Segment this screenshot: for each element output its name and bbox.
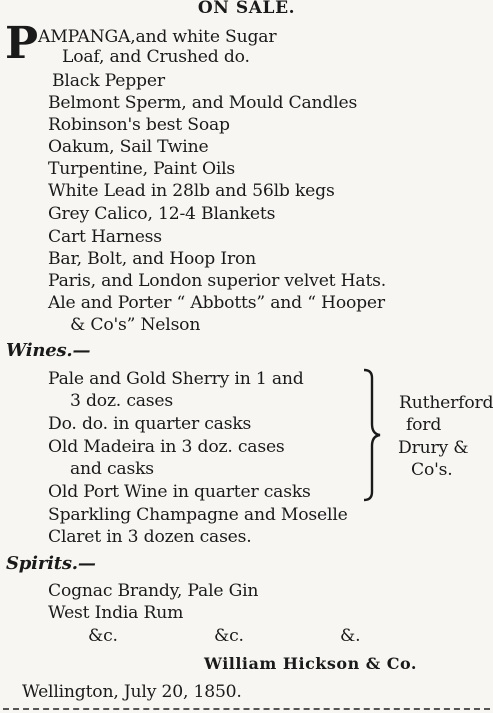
goods-line: Cart Harness xyxy=(48,227,162,247)
goods-line: Robinson's best Soap xyxy=(48,115,230,135)
goods-line: Oakum, Sail Twine xyxy=(48,137,209,157)
goods-line: Grey Calico, 12-4 Blankets xyxy=(48,204,276,224)
spirits-heading: Spirits.— xyxy=(6,553,96,574)
wine-line: Old Port Wine in quarter casks xyxy=(48,482,311,502)
goods-line: Turpentine, Paint Oils xyxy=(48,159,236,179)
wine-shipper-line: ford xyxy=(406,415,442,435)
wine-line: and casks xyxy=(70,459,154,479)
goods-line: Bar, Bolt, and Hoop Iron xyxy=(48,249,256,269)
spirit-line: West India Rum xyxy=(48,603,184,623)
goods-line: White Lead in 28lb and 56lb kegs xyxy=(48,181,335,201)
brace-icon xyxy=(360,366,390,504)
drop-cap: P xyxy=(5,18,39,69)
goods-line: & Co's” Nelson xyxy=(70,315,201,335)
spirit-line: Cognac Brandy, Pale Gin xyxy=(48,581,259,601)
goods-line: Ale and Porter “ Abbotts” and “ Hooper xyxy=(48,293,385,313)
goods-line: Loaf, and Crushed do. xyxy=(62,47,250,67)
wines-heading: Wines.— xyxy=(6,340,91,361)
etc-mark: &c. xyxy=(214,626,244,646)
etc-mark: &c. xyxy=(88,626,118,646)
goods-line: AMPANGA,and white Sugar xyxy=(38,27,277,47)
wine-line: Sparkling Champagne and Moselle xyxy=(48,505,348,525)
wine-shipper-line: Drury & xyxy=(398,438,469,458)
wine-shipper-line: Co's. xyxy=(411,460,453,480)
dateline: Wellington, July 20, 1850. xyxy=(22,682,242,702)
wine-line: Claret in 3 dozen cases. xyxy=(48,527,252,547)
goods-line: Paris, and London superior velvet Hats. xyxy=(48,271,387,291)
ad-heading: ON SALE. xyxy=(197,0,296,18)
wine-line: Pale and Gold Sherry in 1 and xyxy=(48,369,304,389)
bottom-rule xyxy=(3,708,490,710)
wine-shipper-line: Rutherford xyxy=(399,393,493,413)
etc-mark: &. xyxy=(340,626,361,646)
goods-line: Black Pepper xyxy=(52,71,165,91)
wine-line: Do. do. in quarter casks xyxy=(48,414,252,434)
wine-line: Old Madeira in 3 doz. cases xyxy=(48,437,285,457)
goods-line: Belmont Sperm, and Mould Candles xyxy=(48,93,358,113)
wine-line: 3 doz. cases xyxy=(70,391,174,411)
signature: William Hickson & Co. xyxy=(204,654,417,673)
